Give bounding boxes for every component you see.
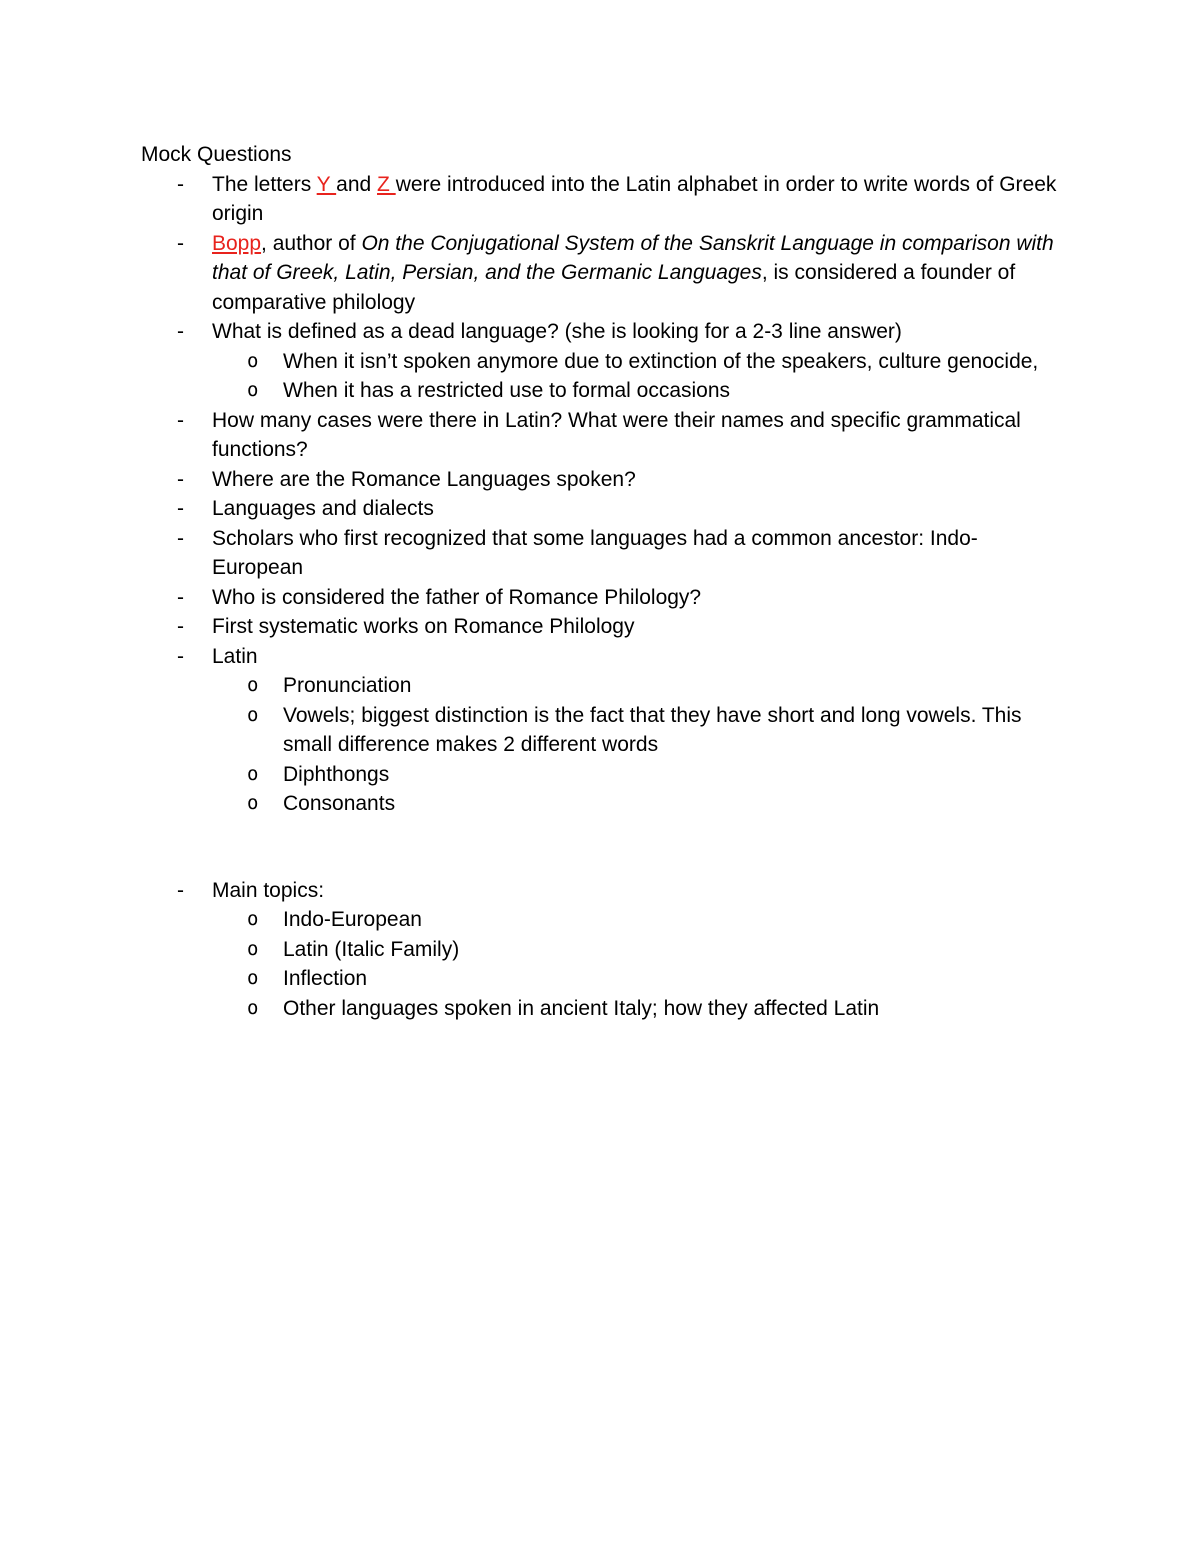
dash-bullet: -	[177, 497, 184, 520]
dash-bullet: -	[177, 585, 184, 609]
sub-item-text: Other languages spoken in ancient Italy; how they affected Latin	[283, 996, 880, 1020]
text-segment: were introduced into the Latin alphabet in order to write words of Greek origin	[212, 172, 1057, 225]
sub-item-text: When it has a restricted use to formal occasions	[283, 379, 731, 402]
dash-bullet: -	[177, 320, 184, 343]
sub-item-text: Latin (Italic Family)	[283, 937, 460, 961]
sub-item	[141, 376, 1061, 406]
highlighted-answer-bopp: Bopp	[212, 231, 262, 255]
question-text: What is defined as a dead language? (she is looking for a 2-3 line answer)	[212, 320, 902, 343]
question-text: First systematic works on Romance Philology	[212, 615, 635, 638]
list-item-systematic-works	[141, 612, 1061, 642]
list-item-latin	[141, 642, 1061, 672]
text-segment: The letters	[212, 172, 317, 196]
sub-item-text: When it isn’t spoken anymore due to extinction of the speakers, culture genocide,	[283, 349, 1039, 373]
dash-bullet: -	[177, 408, 184, 432]
circle-bullet: o	[247, 908, 259, 930]
sub-item-text: Vowels; biggest distinction is the fact that they have short and long vowels. This small difference makes 2 different words	[283, 703, 1022, 756]
highlighted-answer-z: Z	[377, 172, 396, 196]
document-title: Mock Questions	[141, 143, 292, 166]
list-item-languages-dialects	[141, 494, 1061, 524]
circle-bullet: o	[247, 379, 259, 401]
circle-bullet: o	[247, 349, 259, 372]
sub-item-text: Diphthongs	[283, 762, 390, 786]
book-title: On the Conjugational System of the Sanskrit Language in comparison with that of Greek, Latin, Persian, and the Germanic Languages	[212, 231, 1054, 284]
sub-item	[141, 905, 1061, 935]
spacer	[141, 819, 1061, 876]
question-text: Who is considered the father of Romance Philology?	[212, 585, 702, 609]
list-item-latin-cases	[141, 406, 1061, 465]
question-text: Scholars who first recognized that some languages had a common ancestor: Indo-European	[212, 526, 978, 579]
question-text: Latin	[212, 644, 258, 668]
dash-bullet: -	[177, 526, 184, 550]
question-text: Main topics:	[212, 878, 325, 902]
dash-bullet: -	[177, 172, 184, 196]
sub-item-text: Pronunciation	[283, 674, 412, 697]
question-text: Where are the Romance Languages spoken?	[212, 467, 636, 491]
question-text: How many cases were there in Latin? What were their names and specific grammatical functions?	[212, 408, 1021, 461]
list-item-scholars	[141, 524, 1061, 583]
sub-item	[141, 701, 1061, 760]
list-item-bopp	[141, 229, 1061, 318]
circle-bullet: o	[247, 937, 259, 960]
list-item-dead-language	[141, 317, 1061, 347]
sub-item-text: Consonants	[283, 792, 396, 815]
document-body	[141, 140, 1061, 1023]
list-item-father-romance	[141, 583, 1061, 613]
circle-bullet: o	[247, 967, 259, 989]
question-text: Languages and dialects	[212, 497, 434, 520]
list-item-letters-y-z	[141, 170, 1061, 229]
sub-item	[141, 760, 1061, 790]
circle-bullet: o	[247, 674, 259, 696]
list-item-romance-spoken	[141, 465, 1061, 495]
dash-bullet: -	[177, 467, 184, 491]
sub-item	[141, 964, 1061, 994]
dash-bullet: -	[177, 615, 184, 638]
dash-bullet: -	[177, 878, 184, 902]
dash-bullet: -	[177, 231, 184, 255]
text-segment: , author of	[261, 231, 362, 255]
sub-item	[141, 789, 1061, 819]
sub-item	[141, 994, 1061, 1024]
sub-item	[141, 347, 1061, 377]
sub-item	[141, 671, 1061, 701]
sub-item	[141, 935, 1061, 965]
circle-bullet: o	[247, 703, 259, 726]
circle-bullet: o	[247, 792, 259, 814]
sub-item-text: Indo-European	[283, 908, 422, 931]
text-segment: , is considered a founder of comparative philology	[212, 261, 1016, 314]
circle-bullet: o	[247, 762, 259, 785]
circle-bullet: o	[247, 996, 259, 1019]
text-segment: and	[336, 172, 378, 196]
list-item-main-topics	[141, 876, 1061, 906]
highlighted-answer-y: Y	[316, 172, 337, 196]
sub-item-text: Inflection	[283, 967, 368, 990]
dash-bullet: -	[177, 644, 184, 668]
